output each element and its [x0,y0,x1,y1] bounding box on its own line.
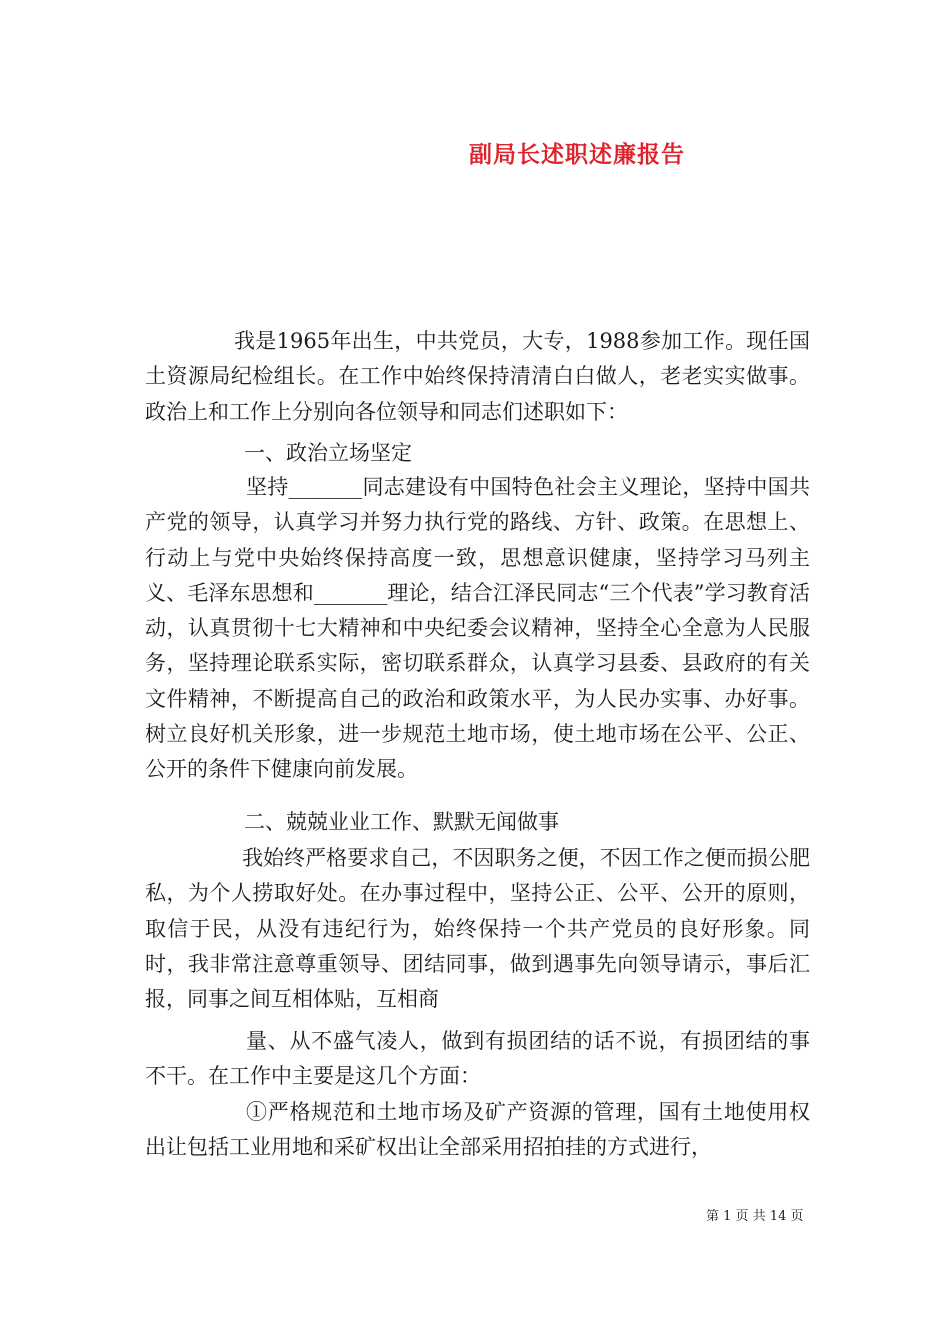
list-item-1: ①严格规范和土地市场及矿产资源的管理，国有土地使用权出让包括工业用地和采矿权出让全部采用招拍挂的方式进行， [145,1100,810,1160]
intro-paragraph: 我是1965年出生，中共党员，大专，1988参加工作。现任国土资源局纪检组长。在工作中始终保持清清白白做人，老老实实做事。政治上和工作上分别向各位领导和同志们述职如下： [145,329,810,424]
section-1-heading: 一、政治立场坚定 [244,441,412,465]
document-title: 副局长述职述廉报告 [469,141,685,168]
section-2-continuation: 量、从不盛气凌人，做到有损团结的话不说，有损团结的事不干。在工作中主要是这几个方面： [145,1029,810,1089]
section-2-heading: 二、兢兢业业工作、默默无闻做事 [244,810,559,834]
page-number: 第 1 页 共 14 页 [706,1209,804,1224]
section-2-paragraph: 我始终严格要求自己，不因职务之便，不因工作之便而损公肥私，为个人捞取好处。在办事过程中，坚持公正、公平、公开的原则，取信于民，从没有违纪行为，始终保持一个共产党员的良好形象。同时，我非常注意尊重领导、团结同事，做到遇事先向领导请示，事后汇报，同事之间互相体贴，互相商 [145,846,810,1012]
section-1-paragraph: 坚持_______同志建设有中国特色社会主义理论，坚持中国共产党的领导，认真学习并努力执行党的路线、方针、政策。在思想上、行动上与党中央始终保持高度一致，思想意识健康，坚持学习马列主义、毛泽东思想和_______理论，结合江泽民同志“三个代表”学习教育活动，认真贯彻十七大精神和中央纪委会议精神，坚持全心全意为人民服务，坚持理论联系实际，密切联系群众，认真学习县委、县政府的有关文件精神，不断提高自己的政治和政策水平，为人民办实事、办好事。树立良好机关形象，进一步规范土地市场，使土地市场在公平、公正、公开的条件下健康向前发展。 [145,475,810,782]
